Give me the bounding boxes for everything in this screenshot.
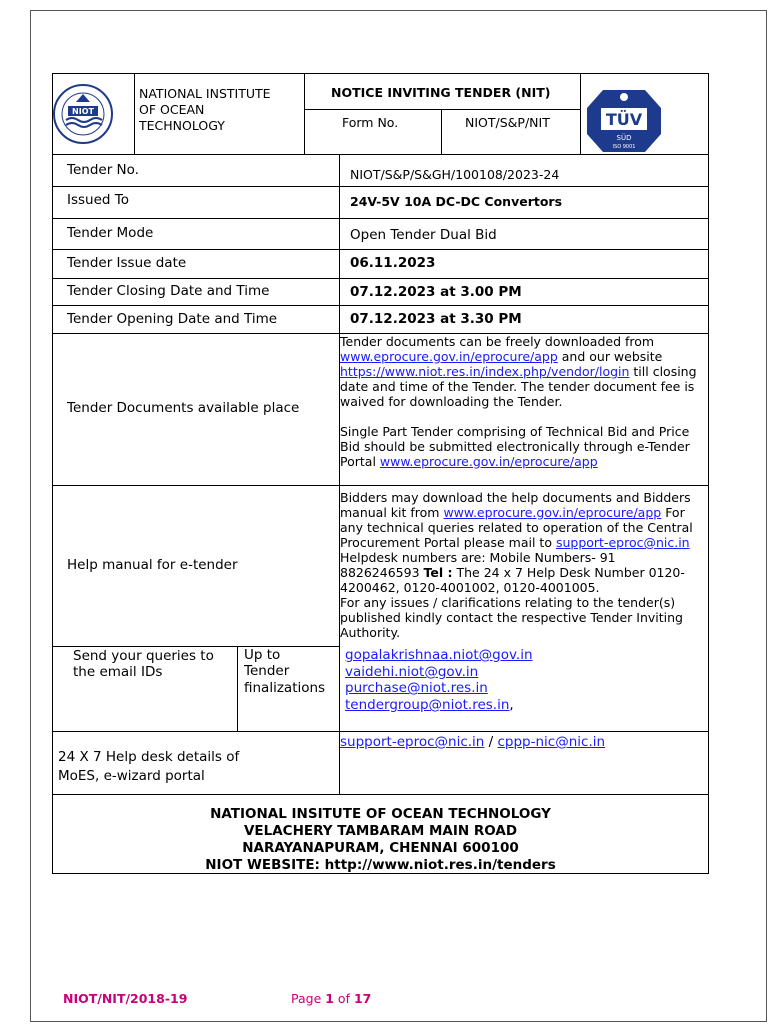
closing-value: 07.12.2023 at 3.00 PM xyxy=(350,284,522,300)
helpdesk-label-2: MoES, e-wizard portal xyxy=(58,768,205,784)
footer-doc-id: NIOT/NIT/2018-19 xyxy=(63,991,188,1006)
queries-sub-1: Up to xyxy=(244,647,281,663)
svg-text:NIOT: NIOT xyxy=(72,107,94,116)
helpdesk-links: support-eproc@nic.in / cppp-nic@nic.in xyxy=(340,734,606,750)
address-line-3: NARAYANAPURAM, CHENNAI 600100 xyxy=(242,840,519,856)
tuv-logo xyxy=(585,88,663,154)
niot-vendor-link[interactable]: https://www.niot.res.in/index.php/vendor/login xyxy=(340,364,630,379)
svg-text:TÜV: TÜV xyxy=(605,110,643,129)
institute-line-1: NATIONAL INSTITUTE xyxy=(139,86,271,101)
helpdesk-label-1: 24 X 7 Help desk details of xyxy=(58,749,240,765)
eprocure-link[interactable]: www.eprocure.gov.in/eprocure/app xyxy=(340,349,558,364)
support-email-link[interactable]: support-eproc@nic.in xyxy=(555,535,690,550)
doc-line-5: waived for downloading the Tender. xyxy=(340,394,563,409)
institute-line-2: OF OCEAN xyxy=(139,102,205,117)
issue-date-value: 06.11.2023 xyxy=(350,255,436,271)
form-no-label: Form No. xyxy=(342,115,399,130)
issued-to-value: 24V-5V 10A DC-DC Convertors xyxy=(350,194,563,209)
email-tendergroup-line: tendergroup@niot.res.in, xyxy=(345,697,514,713)
documents-text xyxy=(340,334,705,469)
help-eprocure-link[interactable]: www.eprocure.gov.in/eprocure/app xyxy=(443,505,662,520)
documents-label: Tender Documents available place xyxy=(67,400,300,416)
email-vaidehi[interactable]: vaidehi.niot@gov.in xyxy=(345,664,479,680)
email-purchase[interactable]: purchase@niot.res.in xyxy=(345,680,488,696)
queries-label-2: the email IDs xyxy=(73,664,163,680)
tender-no-value: NIOT/S&P/S&GH/100108/2023-24 xyxy=(350,167,560,182)
doc-line-4: date and time of the Tender. The tender document fee is xyxy=(340,379,695,394)
institute-line-3: TECHNOLOGY xyxy=(139,118,225,133)
footer-page-number: Page 1 of 17 xyxy=(291,991,372,1006)
notice-title: NOTICE INVITING TENDER (NIT) xyxy=(331,85,551,100)
queries-sub-2: Tender xyxy=(244,663,290,679)
address-block xyxy=(52,806,709,874)
address-line-2: VELACHERY TAMBARAM MAIN ROAD xyxy=(243,823,518,839)
doc-line-6: Single Part Tender comprising of Technical Bid and Price xyxy=(340,424,690,439)
queries-label-1: Send your queries to xyxy=(73,648,214,664)
email-gopalakrishnaa[interactable]: gopalakrishnaa.niot@gov.in xyxy=(345,647,533,663)
doc-line-1: Tender documents can be freely downloaded from xyxy=(340,334,655,349)
opening-value: 07.12.2023 at 3.30 PM xyxy=(350,311,522,327)
helpdesk-support-link[interactable]: support-eproc@nic.in xyxy=(340,734,485,750)
email-tendergroup[interactable]: tendergroup@niot.res.in xyxy=(345,697,510,713)
niot-logo xyxy=(52,76,114,152)
issued-to-label: Issued To xyxy=(67,192,129,208)
tender-mode-value: Open Tender Dual Bid xyxy=(350,227,497,243)
svg-text:SÜD: SÜD xyxy=(616,134,632,142)
form-no-value: NIOT/S&P/NIT xyxy=(465,115,550,130)
issue-date-label: Tender Issue date xyxy=(67,255,187,271)
queries-sub-3: finalizations xyxy=(244,680,326,696)
doc-line-3: https://www.niot.res.in/index.php/vendor/login till closing xyxy=(340,364,697,379)
doc-line-7: Bid should be submitted electronically through e-Tender xyxy=(340,439,690,454)
doc-line-8: Portal www.eprocure.gov.in/eprocure/app xyxy=(340,454,598,469)
help-label: Help manual for e-tender xyxy=(67,557,238,573)
tender-mode-label: Tender Mode xyxy=(67,225,154,241)
closing-label: Tender Closing Date and Time xyxy=(67,283,270,299)
eprocure-portal-link[interactable]: www.eprocure.gov.in/eprocure/app xyxy=(379,454,598,469)
tender-no-label: Tender No. xyxy=(67,162,139,178)
opening-label: Tender Opening Date and Time xyxy=(67,311,278,327)
doc-line-2: www.eprocure.gov.in/eprocure/app and our website xyxy=(340,349,663,364)
svg-text:ISO 9001: ISO 9001 xyxy=(612,144,636,150)
address-line-1: NATIONAL INSITUTE OF OCEAN TECHNOLOGY xyxy=(210,806,551,822)
helpdesk-cppp-link[interactable]: cppp-nic@nic.in xyxy=(497,734,606,750)
address-line-4: NIOT WEBSITE: http://www.niot.res.in/tenders xyxy=(205,857,556,873)
help-text: Bidders may download the help documents and Bidders manual kit from www.eprocure.gov.in/eprocure/app For any technical queries related to operation of the Central Procurement Portal please mail to support-eproc@nic.in Helpdesk numbers are: Mobile Numbers- 91 8826246593 Tel : The 24 x 7 Help Desk Number 0120- 4200462, 0120-4001002, 0120-4001005. For any issues / clarifications relating to the tender(s) published kindly contact the respective Tender Inviting Authority. xyxy=(340,490,693,640)
